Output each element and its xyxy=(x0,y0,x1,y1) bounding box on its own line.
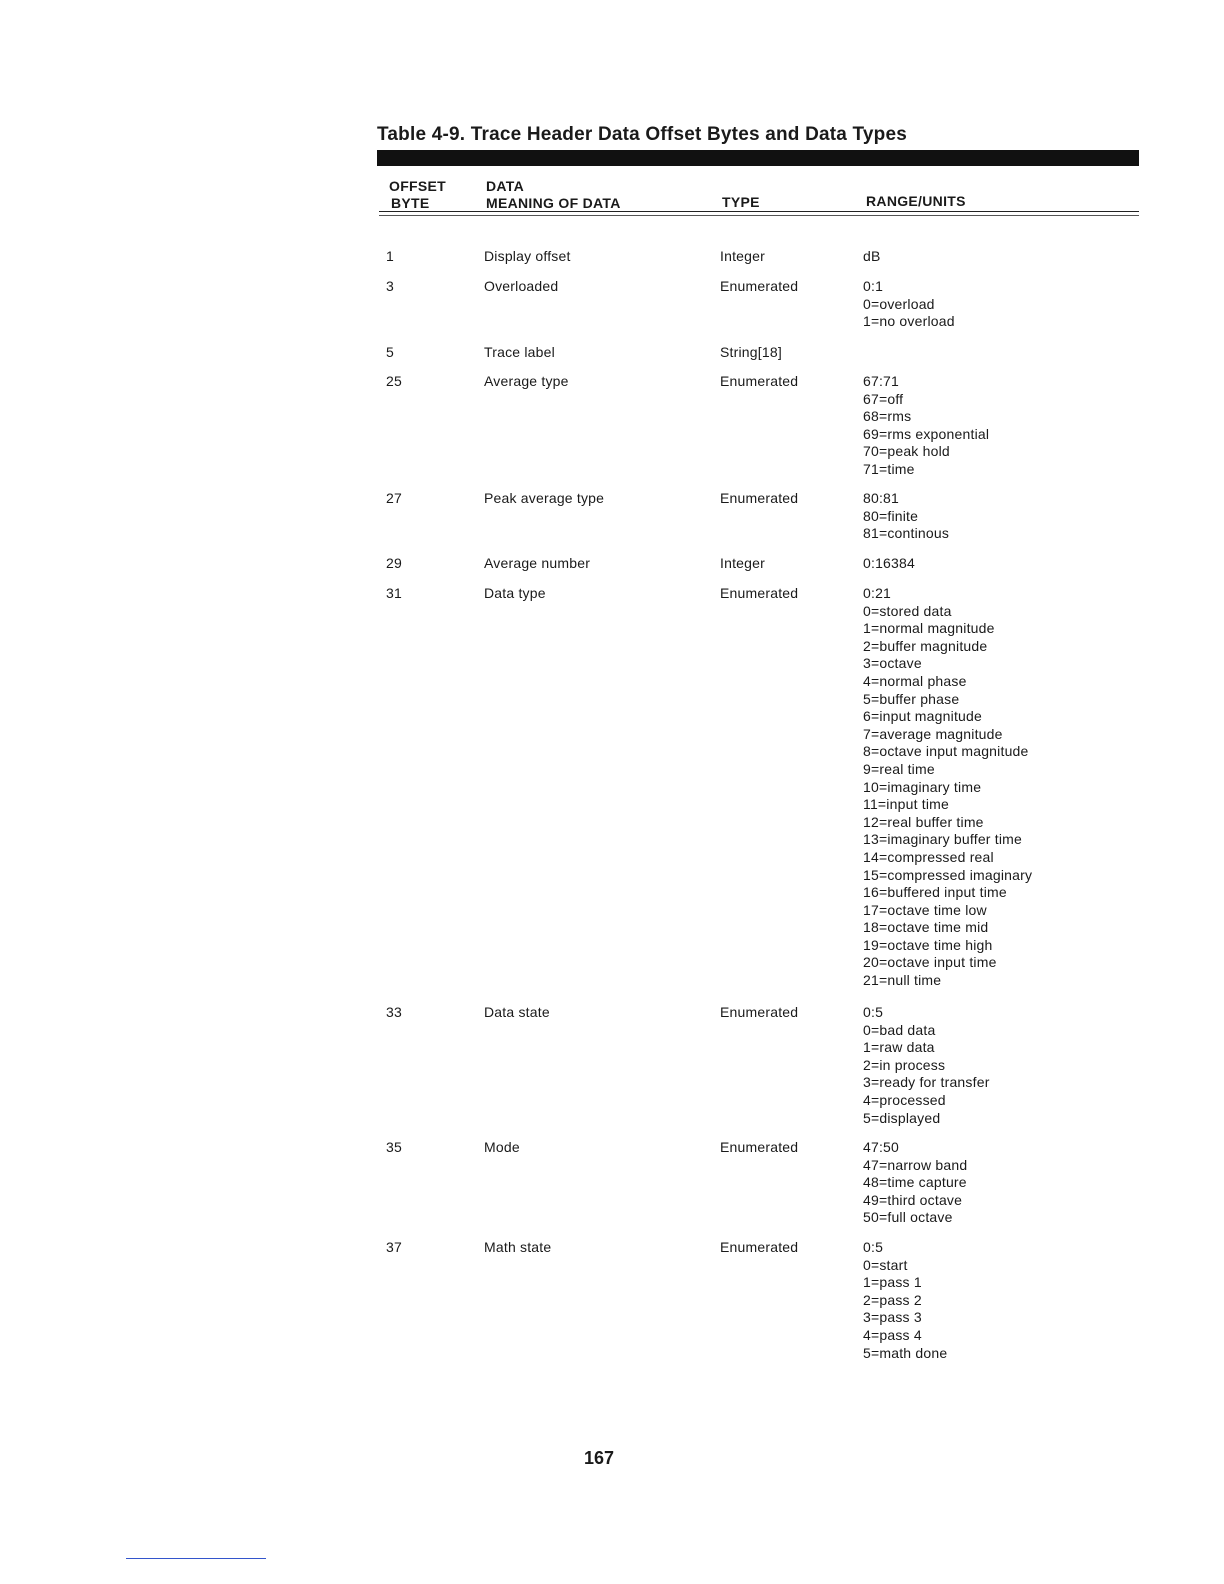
range-value: 70=peak hold xyxy=(863,443,950,460)
range-value: 47=narrow band xyxy=(863,1156,968,1173)
header-meaning-line2: MEANING OF DATA xyxy=(486,195,621,211)
range-value: 4=normal phase xyxy=(863,672,967,689)
meaning-cell: Display offset xyxy=(484,248,571,264)
range-value: 1=pass 1 xyxy=(863,1274,922,1291)
range-value: 4=pass 4 xyxy=(863,1326,922,1343)
meaning-cell: Data state xyxy=(484,1004,550,1020)
range-value: 17=octave time low xyxy=(863,901,987,918)
header-rule xyxy=(379,211,1139,212)
range-value: 5=math done xyxy=(863,1344,948,1361)
meaning-cell: Math state xyxy=(484,1239,552,1255)
range-cell xyxy=(863,490,949,543)
range-value: 8=octave input magnitude xyxy=(863,743,1029,760)
meaning-cell: Data type xyxy=(484,585,546,601)
offset-byte-cell: 33 xyxy=(386,1004,402,1020)
offset-byte-cell: 31 xyxy=(386,585,402,601)
offset-byte-cell: 29 xyxy=(386,555,402,571)
range-value: 11=input time xyxy=(863,796,950,813)
range-value: 15=compressed imaginary xyxy=(863,866,1033,883)
offset-byte-cell: 27 xyxy=(386,490,402,506)
range-value: 0=stored data xyxy=(863,602,952,619)
offset-byte-cell: 3 xyxy=(386,278,394,294)
range-value: 50=full octave xyxy=(863,1209,953,1226)
range-value: 80:81 xyxy=(863,490,900,506)
range-value: 3=octave xyxy=(863,655,922,672)
range-value: 21=null time xyxy=(863,972,942,989)
range-value: 48=time capture xyxy=(863,1174,967,1191)
type-cell: Integer xyxy=(720,248,765,264)
type-cell: Enumerated xyxy=(720,1239,799,1255)
page-number: 167 xyxy=(584,1448,615,1468)
range-value: 0=overload xyxy=(863,295,935,312)
range-value: 1=normal magnitude xyxy=(863,620,995,637)
offset-byte-cell: 1 xyxy=(386,248,394,264)
range-value: dB xyxy=(863,248,881,264)
range-cell xyxy=(863,248,881,266)
range-value: 49=third octave xyxy=(863,1191,963,1208)
range-value: 0:16384 xyxy=(863,555,916,571)
range-value: 2=pass 2 xyxy=(863,1291,922,1308)
range-cell xyxy=(863,1139,967,1227)
type-cell: Enumerated xyxy=(720,490,799,506)
range-value: 0:21 xyxy=(863,585,892,601)
range-value: 67:71 xyxy=(863,373,900,389)
offset-byte-cell: 25 xyxy=(386,373,402,389)
meaning-cell: Average type xyxy=(484,373,569,389)
range-value: 0=start xyxy=(863,1256,908,1273)
range-value: 5=displayed xyxy=(863,1109,941,1126)
range-value: 0:1 xyxy=(863,278,884,294)
range-value: 80=finite xyxy=(863,507,919,524)
range-value: 16=buffered input time xyxy=(863,884,1007,901)
type-cell: Enumerated xyxy=(720,585,799,601)
range-cell xyxy=(863,1239,947,1362)
range-value: 3=ready for transfer xyxy=(863,1074,990,1091)
range-value: 10=imaginary time xyxy=(863,778,982,795)
offset-byte-cell: 35 xyxy=(386,1139,402,1155)
range-value: 4=processed xyxy=(863,1091,946,1108)
range-value: 2=buffer magnitude xyxy=(863,637,988,654)
range-value: 6=input magnitude xyxy=(863,708,982,725)
range-value: 13=imaginary buffer time xyxy=(863,831,1023,848)
footer-rule xyxy=(126,1558,266,1559)
range-value: 1=raw data xyxy=(863,1039,935,1056)
range-value: 3=pass 3 xyxy=(863,1309,922,1326)
meaning-cell: Peak average type xyxy=(484,490,605,506)
range-value: 0=bad data xyxy=(863,1021,936,1038)
type-cell: Enumerated xyxy=(720,278,799,294)
range-cell xyxy=(863,585,1032,990)
range-value: 19=octave time high xyxy=(863,936,993,953)
header-type: TYPE xyxy=(722,194,760,210)
range-cell xyxy=(863,373,989,479)
header-offset-line2: BYTE xyxy=(391,195,430,211)
range-value: 20=octave input time xyxy=(863,954,997,971)
type-cell: Enumerated xyxy=(720,373,799,389)
range-value: 0:5 xyxy=(863,1239,884,1255)
meaning-cell: Overloaded xyxy=(484,278,559,294)
range-value: 0:5 xyxy=(863,1004,884,1020)
range-cell xyxy=(863,555,915,573)
meaning-cell: Trace label xyxy=(484,344,555,360)
header-meaning-line1: DATA xyxy=(486,178,525,194)
range-value: 1=no overload xyxy=(863,313,955,330)
range-value: 68=rms xyxy=(863,408,912,425)
header-rule-secondary xyxy=(379,215,1139,216)
meaning-cell: Mode xyxy=(484,1139,520,1155)
range-value: 14=compressed real xyxy=(863,848,994,865)
offset-byte-cell: 37 xyxy=(386,1239,402,1255)
range-cell xyxy=(863,278,955,331)
offset-byte-cell: 5 xyxy=(386,344,394,360)
range-value: 12=real buffer time xyxy=(863,813,984,830)
type-cell: Enumerated xyxy=(720,1139,799,1155)
title-bar xyxy=(377,150,1139,166)
range-value: 81=continous xyxy=(863,525,950,542)
range-value: 69=rms exponential xyxy=(863,425,990,442)
range-value: 71=time xyxy=(863,460,915,477)
range-value: 67=off xyxy=(863,390,904,407)
range-cell xyxy=(863,1004,990,1127)
range-value: 18=octave time mid xyxy=(863,919,989,936)
meaning-cell: Average number xyxy=(484,555,591,571)
type-cell: Enumerated xyxy=(720,1004,799,1020)
range-value: 5=buffer phase xyxy=(863,690,960,707)
range-value: 47:50 xyxy=(863,1139,900,1155)
table-title: Table 4-9. Trace Header Data Offset Bytes and Data Types xyxy=(377,124,908,145)
range-value: 2=in process xyxy=(863,1056,946,1073)
range-value: 9=real time xyxy=(863,760,935,777)
header-offset-line1: OFFSET xyxy=(389,178,447,194)
header-range: RANGE/UNITS xyxy=(866,193,966,209)
range-value: 7=average magnitude xyxy=(863,725,1003,742)
type-cell: Integer xyxy=(720,555,765,571)
type-cell: String[18] xyxy=(720,344,782,360)
